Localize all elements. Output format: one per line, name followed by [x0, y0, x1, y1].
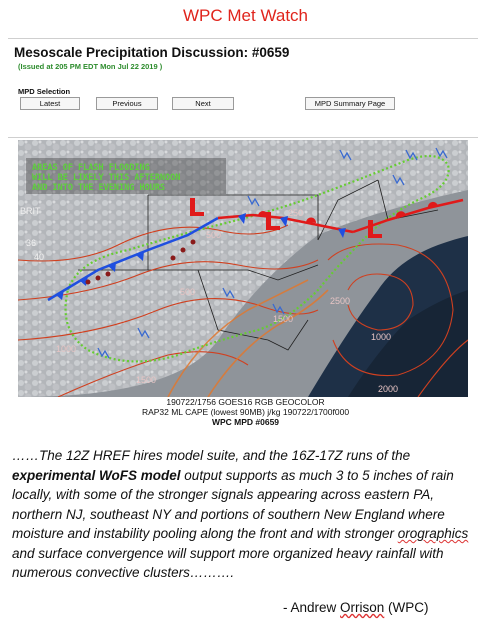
next-button[interactable]: Next	[172, 97, 234, 110]
label-2000: 2000	[378, 384, 399, 394]
excerpt-wofs-model: experimental WoFS model	[12, 467, 181, 483]
label-1500-a: 1500	[136, 375, 157, 385]
author-surname: Orrison	[340, 600, 385, 615]
mpd-map	[18, 140, 468, 397]
excerpt-part-1: ……The 12Z HREF hires model suite, and the 16Z-17Z runs of the	[12, 448, 411, 463]
label-brit: BRIT	[20, 206, 41, 216]
latest-button[interactable]: Latest	[20, 97, 80, 110]
caption-line-1: 190722/1756 GOES16 RGB GEOCOLOR	[166, 397, 325, 407]
issued-timestamp: (Issued at 205 PM EDT Mon Jul 22 2019 )	[18, 62, 163, 71]
label-500-a: 500	[206, 230, 222, 240]
label-36: 36	[26, 238, 37, 248]
author-suffix: (WPC)	[384, 600, 429, 615]
annotation-line-1: AREAS OF FLASH FLOODING	[32, 163, 150, 173]
annotation-line-3: AND INTO THE EVENING HOURS	[32, 183, 166, 193]
mpd-summary-button[interactable]: MPD Summary Page	[305, 97, 395, 110]
excerpt-part-2: output supports as much 3 to 5 inches of rain locally, with some of the stronger signals appearing across eastern PA, northern NJ, southeast NY and portions of southern New England where moisture and instability pooling along the front and with stronger	[12, 467, 454, 541]
discussion-excerpt	[12, 446, 478, 583]
label-1000-b: 1000	[371, 332, 392, 342]
app-title: WPC Met Watch	[183, 6, 308, 25]
author-prefix: - Andrew	[283, 600, 341, 615]
excerpt-part-3: and surface convergence will support more organized heavy rainfall with numerous convective clusters……….	[12, 545, 444, 580]
label-1500-b: 1500	[273, 314, 294, 324]
mpd-header-panel	[8, 38, 478, 138]
satellite-map-graphic	[18, 140, 468, 397]
map-caption	[0, 397, 491, 427]
page-title: Mesoscale Precipitation Discussion: #0659	[14, 45, 290, 60]
excerpt-orographics: orographics	[397, 526, 469, 541]
label-500-b: 500	[180, 287, 196, 297]
label-1000-a: 1000	[56, 344, 77, 354]
author-signature	[283, 600, 429, 615]
label-40: 40	[34, 252, 45, 262]
mpd-selection-label: MPD Selection	[18, 87, 71, 96]
caption-mpd-id: WPC MPD #0659	[211, 417, 280, 427]
caption-line-2: RAP32 ML CAPE (lowest 90MB) j/kg 190722/1700f000	[141, 407, 350, 417]
annotation-line-2: WILL BE LIKELY THIS AFTERNOON	[32, 173, 181, 183]
label-250: 250	[288, 208, 304, 218]
label-2500: 2500	[330, 296, 351, 306]
previous-button[interactable]: Previous	[96, 97, 158, 110]
